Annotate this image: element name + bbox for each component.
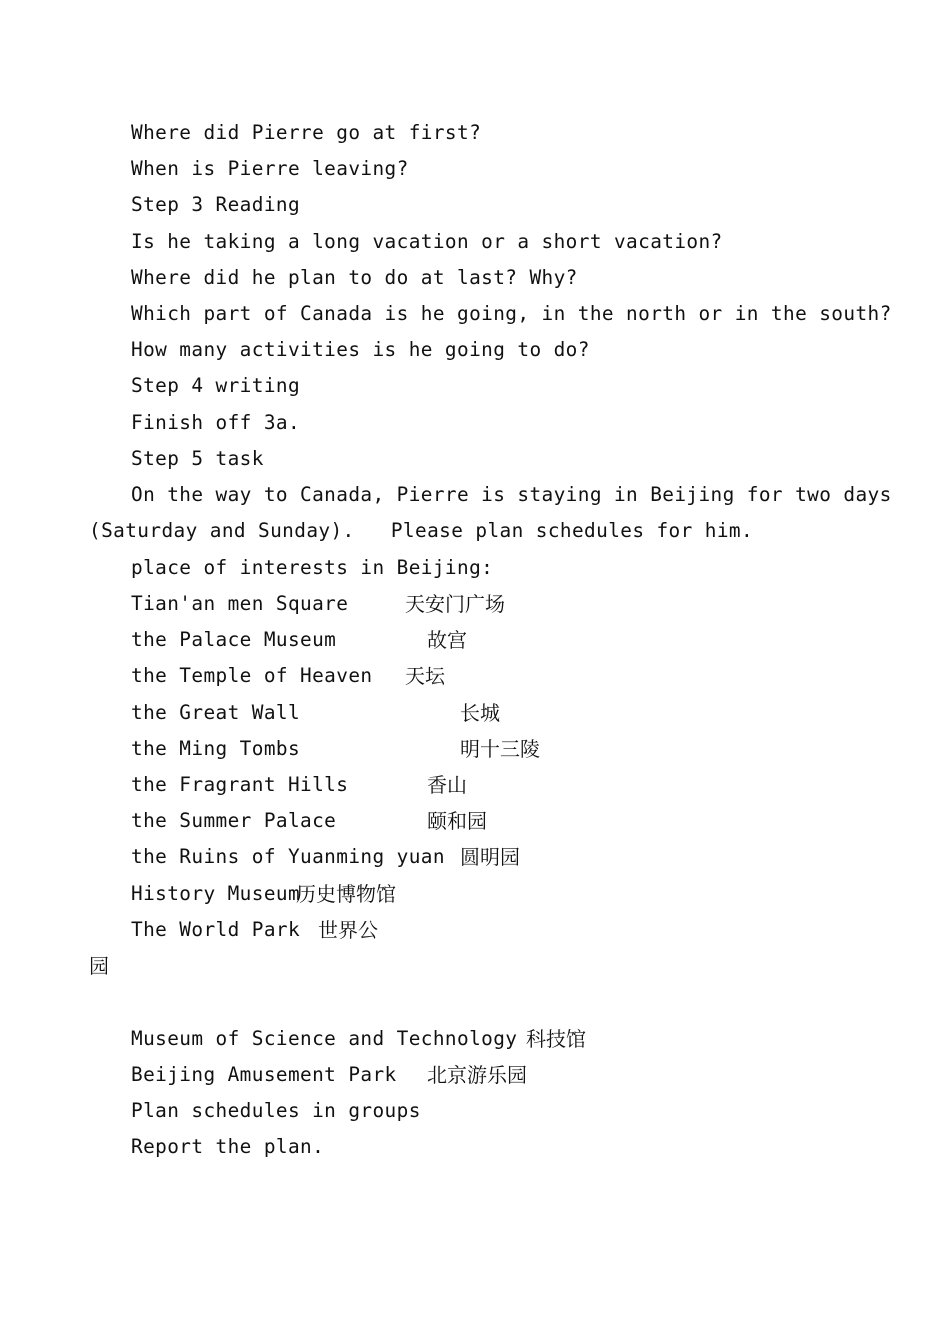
- place-name-cn: 科技馆: [526, 1027, 586, 1051]
- question-line: Where did Pierre go at first?: [131, 121, 482, 144]
- step-heading: Step 4 writing: [131, 374, 301, 397]
- step-task: Finish off 3a.: [131, 411, 301, 434]
- place-name-cn: 故宫: [427, 628, 467, 652]
- place-name-cn: 圆明园: [460, 845, 520, 869]
- place-name-en: Beijing Amusement Park: [131, 1063, 397, 1086]
- place-name-en: Museum of Science and Technology: [131, 1027, 518, 1050]
- reading-question: Where did he plan to do at last? Why?: [131, 266, 578, 289]
- step-heading: Step 3 Reading: [131, 193, 301, 216]
- place-name-cn: 世界公: [318, 918, 378, 942]
- place-name-en: the Summer Palace: [131, 809, 337, 832]
- place-name-en: the Great Wall: [131, 701, 301, 724]
- place-name-en: the Ming Tombs: [131, 737, 301, 760]
- place-name-cn: 天坛: [405, 664, 445, 688]
- place-name-cn-wrap: 园: [89, 954, 109, 978]
- step-heading: Step 5 task: [131, 447, 264, 470]
- task-text: (Saturday and Sunday). Please plan schedules for him.: [89, 519, 754, 542]
- place-name-cn: 明十三陵: [460, 737, 540, 761]
- place-name-cn: 长城: [460, 701, 500, 725]
- place-name-cn: 历史博物馆: [296, 882, 396, 906]
- closing-line: Report the plan.: [131, 1135, 325, 1158]
- place-name-en: History Museum: [131, 882, 301, 905]
- place-name-en: the Palace Museum: [131, 628, 337, 651]
- place-name-cn: 北京游乐园: [427, 1063, 527, 1087]
- reading-question: Is he taking a long vacation or a short vacation?: [131, 230, 723, 253]
- place-name-cn: 颐和园: [427, 809, 487, 833]
- place-name-en: The World Park: [131, 918, 301, 941]
- place-name-en: Tian'an men Square: [131, 592, 349, 615]
- place-name-en: the Ruins of Yuanming yuan: [131, 845, 445, 868]
- places-heading: place of interests in Beijing:: [131, 556, 494, 579]
- question-line: When is Pierre leaving?: [131, 157, 409, 180]
- reading-question: How many activities is he going to do?: [131, 338, 590, 361]
- place-name-en: the Fragrant Hills: [131, 773, 349, 796]
- reading-question: Which part of Canada is he going, in the north or in the south?: [131, 302, 892, 325]
- closing-line: Plan schedules in groups: [131, 1099, 421, 1122]
- place-name-cn: 天安门广场: [405, 592, 505, 616]
- place-name-cn: 香山: [427, 773, 467, 797]
- place-name-en: the Temple of Heaven: [131, 664, 373, 687]
- task-text: On the way to Canada, Pierre is staying in Beijing for two days: [131, 483, 892, 506]
